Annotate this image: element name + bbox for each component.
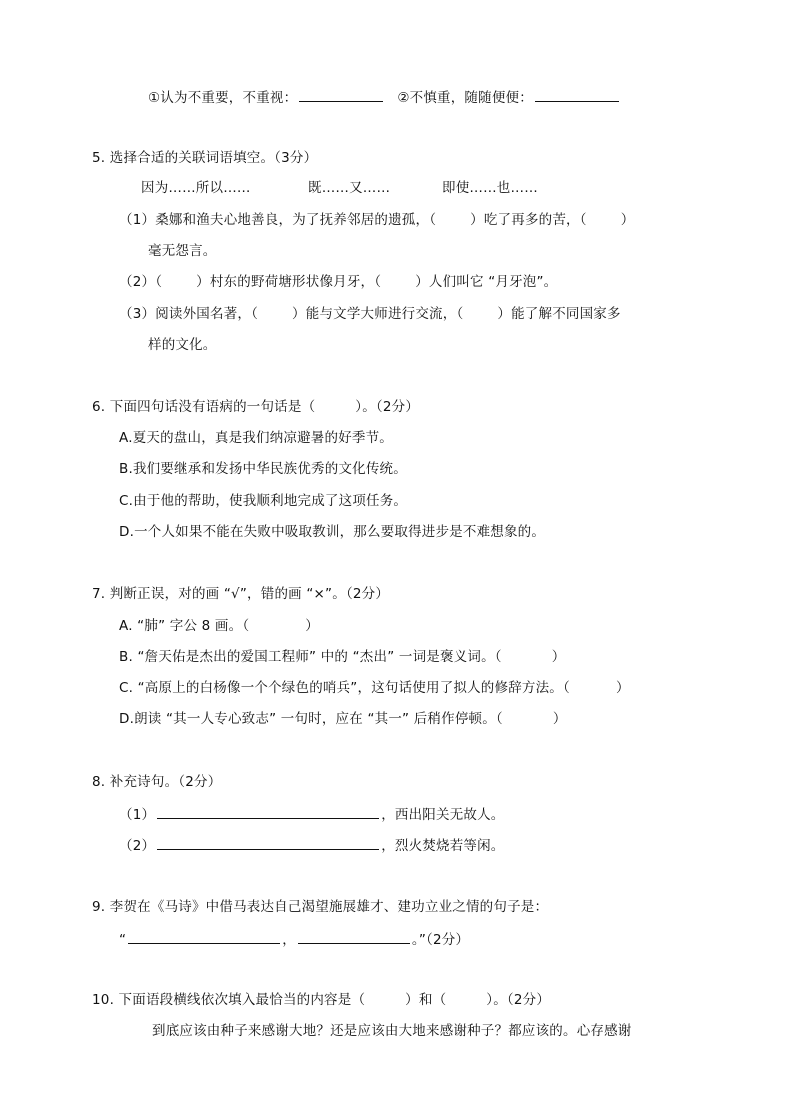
q4-answer-line: [148, 87, 621, 107]
q5-option-1: 因为……所以……: [141, 180, 251, 196]
q7-item-a: [119, 617, 319, 635]
q5-sentence-1: [119, 211, 634, 229]
q7-item-d: [119, 710, 567, 728]
q7-b-text: B. “詹天佑是杰出的爱国工程师” 中的 “杰出” 一词是褒义词。（: [119, 649, 502, 665]
q5-sentence-3: [119, 305, 621, 323]
q9-stem: 9. 李贺在《马诗》中借马表达自己渴望施展雄才、建功立业之情的句子是：: [92, 899, 549, 915]
q9-answer-line: [119, 929, 469, 949]
q7-d-text: D.朗读 “其一人专心致志” 一句时，应在 “其一” 后稍作停顿。（: [119, 711, 503, 727]
q7-c-close: ）: [615, 680, 630, 696]
q7-item-b: [119, 648, 565, 666]
q8-l1-text: ，西出阳关无故人。: [381, 807, 505, 823]
q5-option-2: 既……又……: [308, 180, 391, 196]
q9-open-quote: “: [119, 932, 127, 948]
q9-comma: ，: [282, 932, 296, 948]
q5-s1-text-b: ）吃了再多的苦，（: [470, 212, 587, 228]
q5-s3-text-b: ）能与文学大师进行交流，（: [292, 306, 464, 322]
q8-l2-label: （2）: [119, 838, 156, 854]
q5-s1-text-a: （1）桑娜和渔夫心地善良，为了抚养邻居的遗孤，（: [119, 212, 437, 228]
q4-item2-label: ②不慎重，随随便便：: [397, 90, 533, 106]
q5-s3-text-a: （3）阅读外国名著，（: [119, 306, 259, 322]
q5-sentence-2: [119, 273, 557, 291]
q7-b-close: ）: [551, 649, 566, 665]
q5-stem: 5. 选择合适的关联词语填空。（3分）: [92, 150, 318, 166]
q6-option-a: A.夏天的盘山，真是我们纳凉避暑的好季节。: [119, 430, 393, 446]
q10-stem-text-b: ）和（: [405, 992, 447, 1008]
q7-a-text: A. “肺” 字公 8 画。（: [119, 618, 250, 634]
q9-blank-1[interactable]: [128, 929, 280, 944]
q8-l2-text: ，烈火焚烧若等闲。: [381, 838, 505, 854]
q5-s1-text-c: ）: [620, 212, 635, 228]
q7-a-close: ）: [305, 618, 319, 634]
q7-stem: 7. 判断正误，对的画 “√”，错的画 “×”。（2分）: [92, 586, 390, 602]
q5-s2-text-c: ）人们叫它 “月牙泡”。: [415, 274, 558, 290]
q8-stem: 8. 补充诗句。（2分）: [92, 774, 222, 790]
q7-d-close: ）: [552, 711, 567, 727]
q4-item2-blank[interactable]: [535, 87, 619, 102]
q5-s3-text-c: ）能了解不同国家多: [497, 306, 621, 322]
q6-option-c: C.由于他的帮助，使我顺利地完成了这项任务。: [119, 493, 408, 509]
q5-sentence-1-cont: 毫无怨言。: [148, 243, 217, 259]
q6-stem: [92, 398, 419, 416]
q5-option-3: 即使……也……: [442, 180, 538, 196]
q7-c-text: C. “高原上的白杨像一个个绿色的哨兵”，这句话使用了拟人的修辞方法。（: [119, 680, 570, 696]
q6-stem-text-b: ）。（2分）: [355, 399, 420, 415]
q5-sentence-3-cont: 样的文化。: [148, 337, 217, 353]
q8-line-1: [119, 804, 505, 824]
q6-option-d: D.一个人如果不能在失败中吸取教训，那么要取得进步是不难想象的。: [119, 524, 546, 540]
q8-l1-blank[interactable]: [157, 804, 379, 819]
q10-paragraph: 到底应该由种子来感谢大地？还是应该由大地来感谢种子？都应该的。心存感谢: [152, 1023, 632, 1039]
q6-option-b: B.我们要继承和发扬中华民族优秀的文化传统。: [119, 461, 407, 477]
q4-item1-label: ①认为不重要，不重视：: [148, 90, 298, 106]
q8-l2-blank[interactable]: [157, 835, 379, 850]
q10-stem-text-c: ）。（2分）: [486, 992, 551, 1008]
q6-stem-text-a: 6. 下面四句话没有语病的一句话是（: [92, 399, 316, 415]
q5-s2-text-a: （2）（: [119, 274, 163, 290]
q9-close-text: 。”（2分）: [411, 932, 470, 948]
q10-stem: [92, 991, 550, 1009]
q8-l1-label: （1）: [119, 807, 156, 823]
q9-blank-2[interactable]: [298, 929, 410, 944]
q8-line-2: [119, 835, 505, 855]
q10-stem-text-a: 10. 下面语段横线依次填入最恰当的内容是（: [92, 992, 366, 1008]
q4-item1-blank[interactable]: [299, 87, 383, 102]
q5-s2-text-b: ）村东的野荷塘形状像月牙，（: [196, 274, 382, 290]
q7-item-c: [119, 679, 630, 697]
